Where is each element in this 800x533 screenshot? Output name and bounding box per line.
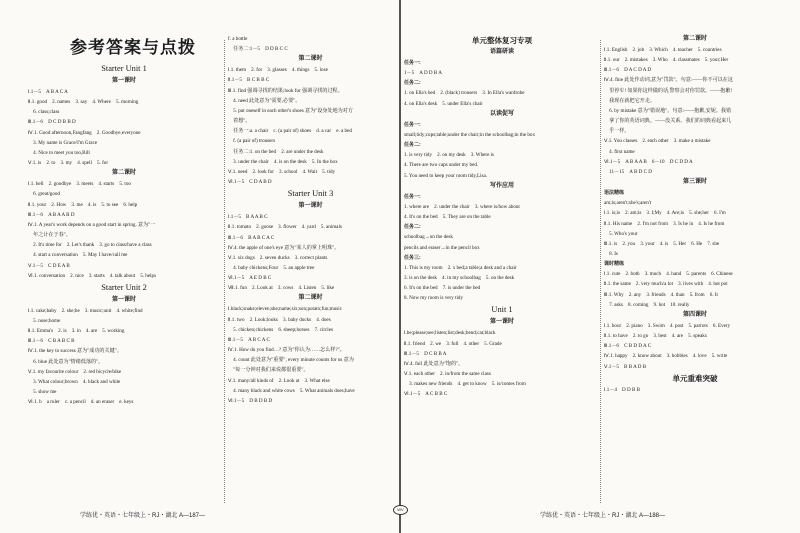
answer-line: Ⅱ.1. the same 2. very much/a lot 3. lives with 4. hot pot	[604, 281, 728, 288]
lesson-heading: 第四课时	[682, 311, 707, 318]
answer-line: Ⅲ.1－6 D A C D A D	[604, 67, 652, 74]
answer-line: Ⅳ.1. the key to success 意为"成功的关键"。	[28, 348, 122, 355]
answer-line: 任务二:1. on the bed 2. are under the desk	[228, 148, 324, 155]
answer-line: 4. There are two caps under my bed.	[404, 162, 479, 169]
answer-line: Ⅰ.black;snake;eleven;she;name;six;son;potato;fun;music	[228, 306, 342, 313]
answer-line: Ⅱ.1. your 2. How 3. me 4. is 5. to see 6. help	[28, 201, 138, 208]
answer-line: Ⅳ.4. full 此处意为"饱的"。	[404, 360, 464, 367]
answer-line: 4. It's on the bed 5. They are on the table	[404, 214, 491, 221]
answer-line: 1. on Ella's bed 2. (black) trousers 3. In Ella's wardrobe	[404, 90, 525, 97]
lesson-heading: 第二课时	[682, 36, 707, 42]
section-heading: 单元整体复习专项	[472, 36, 532, 45]
answer-line: Ⅲ.1. Why 2. any 3. friends 4. than 5. from 6. It	[604, 291, 718, 298]
lesson-heading: 以读促写	[489, 110, 514, 117]
answer-line: 4. on Ella's desk 5. under Ella's chair	[404, 100, 483, 107]
answer-column-4	[604, 34, 786, 395]
answer-line: 3. is on the desk 4. in my schoolbag 5. on the desk	[404, 274, 515, 281]
lesson-heading: 第二课时	[298, 295, 323, 302]
answer-line: Ⅲ.1－6 B A B C A C	[228, 234, 275, 241]
answer-line: Ⅳ.1. Good afternoon,Fangfang 2. Goodbye,everyone	[28, 129, 141, 136]
footer-right: 学练优・英语・七年级上・RJ・湖北 A—188—	[540, 513, 666, 519]
answer-line: Ⅴ.1. my favourite colour 2. red bicycle/bike	[28, 368, 122, 375]
answer-line: Ⅳ.1. happy 2. know about 3. hobbies 4. love 5. write	[604, 353, 728, 360]
unit-heading: Starter Unit 3	[287, 189, 334, 199]
answer-line: 11－15 A B D C D	[604, 168, 652, 175]
answer-line: Ⅴ.1－5 B B A D B	[604, 363, 647, 370]
answer-line: 乎一样。	[604, 128, 630, 135]
answer-line: Ⅱ.1. to have 2. to go 3. best 4. are 5. speaks	[604, 333, 707, 340]
lesson-heading: 第二课时	[298, 56, 323, 63]
answer-line: 6. class;class	[28, 109, 60, 116]
answer-line: 5. chicken;chickens 6. sheep;horses 7. circles	[228, 326, 333, 333]
task-label: 任务三:	[404, 254, 421, 261]
task-label: 任务二:	[404, 142, 421, 149]
answer-line: Ⅴ.1. You classes 2. each other 3. make a mistake	[604, 138, 711, 145]
lesson-heading: 写作应用	[489, 182, 514, 189]
answer-line: 3. My name is Grace/I'm Grace	[28, 139, 98, 146]
answer-line: Ⅳ.4. fine 此处作动词,意为"罚款"。句意:——你不可以在这	[604, 77, 733, 84]
answer-line: Ⅰ.1－4 D D B B	[604, 386, 641, 393]
answer-line: Ⅲ.1－6 D C D B B D	[28, 119, 76, 126]
answer-line: 4. baby chickens;Four 5. an apple tree	[228, 264, 315, 271]
answer-line: small;tidy;cups;table;under the chair;in the schoolbag;in the box	[404, 131, 535, 138]
answer-line: Ⅱ.1. our 2. mistakes 3. Who 4. classmates 5. your;Her	[604, 57, 729, 64]
answer-line: Ⅱ.1. tomato 2. goose 3. flower 4. yard 5. animals	[228, 224, 342, 231]
answer-line: 6. great/good	[28, 191, 60, 198]
answer-line: 我现在就把它开走。	[604, 97, 655, 104]
answer-line: 1. This is my room 2. x bed;a table;a desk and a chair	[404, 264, 517, 271]
answer-line: 5. show me	[28, 389, 57, 396]
publisher-logo-icon: WV	[393, 505, 408, 515]
answer-line: Ⅴ.1－5 C D E A B	[28, 262, 70, 269]
answer-line: 3. under the chair 4. is on the desk 5. In the box	[228, 158, 338, 165]
answer-line: "每一分钟对我们来说都很重要"。	[228, 367, 309, 374]
answer-line: Ⅰ.1－5 B A A B C	[228, 214, 268, 221]
answer-line: 年之计在于春"。	[28, 232, 71, 239]
column-divider-left	[224, 40, 225, 503]
answer-line: 1. is very tidy 2. on my desk 3. Where is	[404, 152, 495, 159]
lesson-heading: 第一课时	[111, 78, 136, 84]
answer-line: Ⅲ.1－6 C B D D A C	[604, 343, 652, 350]
task-label: 任务一:	[404, 121, 421, 128]
lesson-heading: 第一课时	[111, 296, 136, 303]
answer-line: Ⅲ.1－5 A B C A C	[228, 336, 270, 343]
answer-line: Ⅰ.1－5 A B A C A	[28, 89, 68, 95]
page-title: 参考答案与点拨	[70, 38, 196, 57]
answer-line: 8. Is	[604, 250, 618, 257]
answer-column-1	[28, 62, 220, 407]
answer-line: Ⅵ.1. b a ruler c. a pencil d. an eraser e. keys	[28, 399, 134, 406]
answer-line: Ⅴ.1. each other 2. in/from the same class	[404, 371, 491, 378]
answer-line: 里停车! 如果你这样做的话,警察会对你罚款。——抱歉!	[604, 87, 733, 94]
answer-line: 着想"。	[228, 118, 251, 125]
answer-line: Ⅴ.1. many/all kinds of 2. Look at 3. What else	[228, 377, 330, 384]
answer-line: 3. makes new friends 4. get to know 5. is/comes from	[404, 381, 526, 388]
task-label: 任务一:	[404, 193, 421, 200]
answer-line: 6. blue 此处意为"情绪低落的"。	[28, 358, 104, 365]
answer-line: Ⅰ.1. hell 2. goodbye 3. meets 4. starts 5. too	[28, 181, 131, 188]
answer-line: f. (a pair of) trousers	[228, 138, 276, 145]
task-label: 课时精练	[604, 261, 625, 268]
answer-line: Ⅴ.1. six dogs 2. seven ducks 3. correct plants	[228, 254, 328, 261]
answer-line: 4. count 此处意为"重要", every minute counts for us 意为	[228, 357, 354, 364]
answer-line: Ⅰ.be;please;see;listen;list;desk;bend;cat;black	[404, 330, 496, 337]
answer-line: Ⅵ.1－5 A B A A B 6－10 D C D D A	[604, 158, 693, 165]
answer-line: 6. by mistake 意为"错误地"。句意:——抱歉,安妮。我错	[604, 107, 732, 114]
answer-line: 7. asks 8. coming 9. hot 10. really	[604, 301, 690, 308]
section-heading: 单元重难突破	[672, 373, 718, 383]
answer-line: 5. You need to keep your room tidy,Lisa.	[404, 172, 487, 179]
answer-line: 8. Now my room is very tidy	[404, 295, 463, 302]
answer-line: Ⅳ.4. the apple of one's eye 意为"某人的掌上明珠"。	[228, 244, 340, 251]
answer-line: 拿了你的英语词典。——没关系。我们的词典看起来几	[604, 118, 732, 125]
answer-line: Ⅳ.1. A year's work depends on a good start in spring. 意为"一	[28, 221, 156, 228]
lesson-heading: 第一课时	[298, 203, 323, 210]
answer-line: 4. need 此处意为"需要,必要"。	[228, 97, 301, 104]
answer-line: schoolbag→on the desk	[404, 234, 453, 241]
lesson-heading: 第一课时	[489, 319, 514, 326]
lesson-heading: 语篇研读	[489, 49, 514, 55]
answer-line: 5. Who's your	[604, 230, 638, 237]
answer-line: 4. Nice to meet you too,Bill	[28, 149, 90, 156]
answer-line: Ⅰ.1. is;is 2. am;is 3. I;My 4. Are;is 5. she;her 6. I'm	[604, 210, 726, 217]
answer-line: 5. nose;home	[28, 317, 61, 324]
answer-line: Ⅵ.1. conversation 2. nice 3. starts 4. talk about 5. helps	[28, 272, 157, 279]
answer-line: Ⅱ.1. two 2. Look;looks 3. baby ducks 4. does	[228, 316, 331, 323]
unit-heading: Unit 1	[491, 305, 513, 315]
answer-line: Ⅱ.1. friend 2. we 3. full 4. other 5. Grade	[404, 340, 502, 347]
lesson-heading: 第三课时	[682, 179, 707, 186]
answer-line: am;is;aren't;she's;aren't	[604, 200, 652, 207]
answer-line: Ⅱ.1. Emma's 2. is 3. in 4. are 5. working	[28, 328, 125, 335]
answer-line: f. a bottle	[228, 36, 248, 42]
answer-line: 4. start a conversation 5. May I have/call me	[28, 252, 128, 259]
answer-line: 1－5 A D D B A	[404, 70, 442, 77]
answer-line: Ⅴ.1. need 2. look for 3. school 4. Wait 5. tidy	[228, 168, 336, 175]
unit-heading: Starter Unit 2	[101, 282, 147, 292]
answer-line: Ⅳ.1. How do you find…? 意为"你认为……怎么样?"。	[228, 347, 345, 354]
answer-line: 2. It's time for 2. Let's thank 3. go to class/have a class	[28, 242, 152, 249]
footer-left: 学练优・英语・七年级上・RJ・湖北 A—187—	[80, 513, 206, 519]
column-divider-right	[600, 40, 601, 503]
answer-line: 任务二:1－5 D D B C C	[228, 46, 288, 53]
answer-line: Ⅵ.1－5 C D A B D	[228, 179, 272, 186]
task-label: 任务二:	[404, 80, 421, 87]
answer-line: Ⅶ.1. fun 2. Look at 3. cows 4. Listen 5. like	[228, 285, 335, 292]
answer-line: 4. first name	[604, 148, 635, 155]
answer-line: Ⅰ.1. them 2. for 3. glasses 4. things 5. lose	[228, 67, 328, 74]
answer-line: Ⅲ.1－5 D C B B A	[404, 350, 447, 357]
answer-line: 1. where are 2. under the chair 3. where is/how about	[404, 203, 520, 210]
answer-line: 任务一:a. a chair c. (a pair of) shoes d. a car e. a bed	[228, 128, 352, 135]
answer-line: 3. What colour;brown 4. black and white	[28, 378, 121, 385]
answer-line: Ⅱ.1. His name 2. I'm not from 3. Is he in 4. Is he from	[604, 220, 725, 227]
answer-line: Ⅰ.1. English 2. job 3. Which 4. teacher 5. countries	[604, 47, 722, 53]
answer-line: Ⅰ.1. cute 2. both 3. much 4. hand 5. parents 6. Chinese	[604, 271, 733, 278]
answer-line: Ⅲ.1－6 C B A B C B	[28, 338, 75, 345]
answer-line: Ⅵ.1－5 A E D B C	[228, 275, 272, 282]
answer-line: Ⅰ.1. cake;baby 2. she;he 3. music;unit 4. white;find	[28, 307, 143, 314]
answer-line: Ⅱ.1. good 2. names 3. say 4. Where 5. morning	[28, 99, 139, 106]
task-label: 语法精练	[604, 190, 625, 197]
answer-line: 4. many black and white cows 5. What animals does;have	[228, 387, 355, 394]
task-label: 任务二:	[404, 224, 421, 231]
task-label: 任务一:	[404, 60, 421, 66]
answer-line: Ⅲ.1. is 2. you 3. your 4. is 5. Her 6. He 7. she	[604, 240, 720, 247]
lesson-heading: 第二课时	[111, 170, 136, 177]
answer-line: Ⅵ.1－5 A C B B C	[404, 391, 448, 398]
answer-line: Ⅲ.1. find 强调寻找的结果;look for 强调寻找的过程。	[228, 87, 343, 94]
answer-line: Ⅲ.1－6 A B A A R D	[28, 211, 75, 218]
answer-line: 6. It's on the bed 7. is under the bed	[404, 285, 481, 292]
unit-heading: Starter Unit 1	[101, 64, 147, 73]
answer-column-3	[404, 34, 600, 400]
answer-line: Ⅵ.1－5 D B D B D	[228, 397, 273, 404]
answer-line: 5. put oneself in each other's shoes 意为"设身处地为对方	[228, 107, 353, 114]
answer-line: Ⅴ.1. is 2. to 3. my 4. spell 5. for	[28, 160, 109, 167]
answer-column-2	[228, 34, 393, 406]
answer-line: Ⅰ.1. hour 2. piano 3. Swim 4. post 5. parrots 6. Every	[604, 322, 731, 329]
page-fold-divider	[399, 0, 401, 533]
answer-line: pencils and eraser→in the pencil box	[404, 244, 480, 251]
answer-line: Ⅱ.1－5 B C B B C	[228, 77, 270, 84]
